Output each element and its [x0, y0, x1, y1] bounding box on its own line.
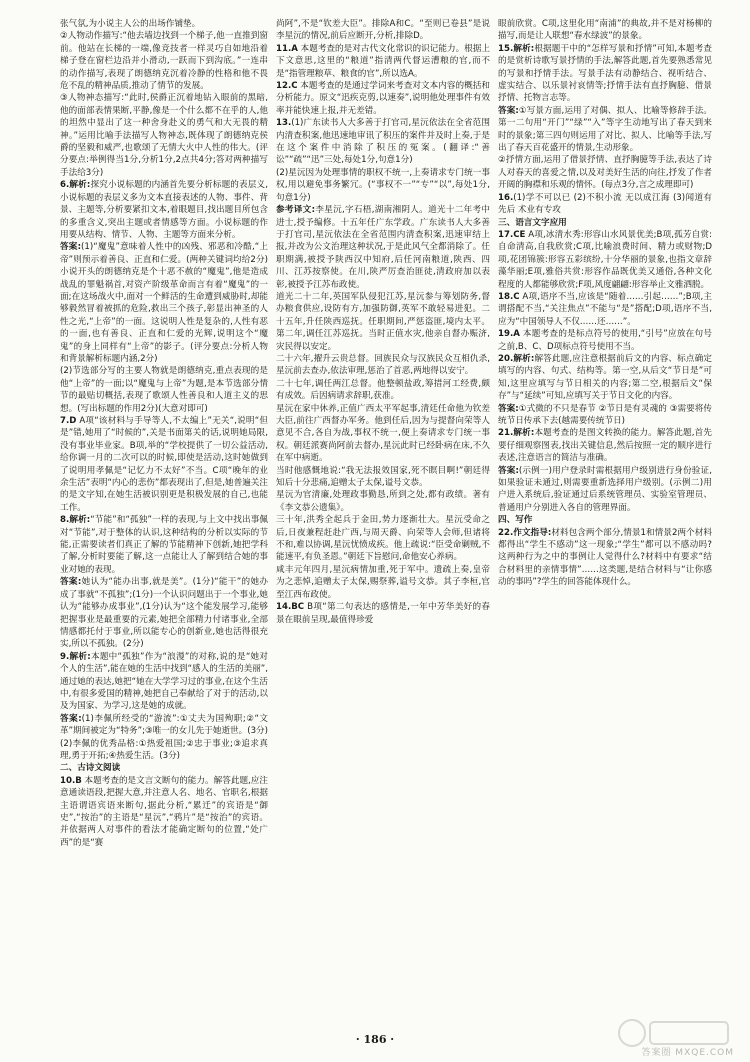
section-heading: 二、古诗文阅读 [60, 763, 121, 774]
watermark-text: 答案圈 MXQE.COM [641, 1048, 734, 1058]
answer-label: 7.D [60, 416, 77, 426]
paragraph [498, 192, 712, 217]
paragraph [60, 738, 268, 763]
paragraph-text: “节能”和“孤独”一样的表现,与上文中找出事佩对“节能”,对于整体的认识,这种结构的分析以实际的节能,正需要读者们真正了解的节能精神下创新,她把学科了解,分析时要能了解,这一点能让人了解到结合她的事业对她的表现。 [60, 515, 268, 575]
answer-label: 15.解析: [498, 43, 535, 54]
paragraph-text: A项“该材料与手导等人,不太编上”无关“,说明“但是”错,她用了“时候的”,关是书面第关的话,说明她局限,没有事业毕业家。B项,举的“学校提供了一切公益活动,给你调一月的二次可以的时候,即使是活动,这时她做到了说明用孝佩是“记忆力不太好”不当。C项“晚年的业余生活”表明“内心的悲伤”都表现出了,但是,她普遍关注的是文字知,在她生活被识别更是积极发展的自己,也能工作。 [60, 416, 268, 513]
paragraph [498, 291, 712, 328]
paragraph-text: ①写景方面,运用了对偶、拟人、比喻等修辞手法。第一二句用“开门”“绿”“入”等字生动地写出了春天到来时的景象;第三四句则运用了对比、拟人、比喻等手法,写出了春天百花盛开的情景,生动形象。 [498, 105, 712, 154]
paragraph-text: 咸丰元年四月,星沅病情加重,死于军中。遗疏上奏,皇帝为之悲悼,追赠太子太保,赐祭葬,谥号文恭。其子李桓,官至江西布政使。 [276, 564, 490, 600]
paragraph [276, 204, 490, 291]
answer-label: 8.解析: [60, 515, 91, 526]
paragraph [276, 291, 490, 353]
paragraph-text: 解答此题,应注意根据前后文的内容、标点确定填写的内容、句式、结构等。第一空,从后文“节日是”可知,这里应填写与节日相关的内容;第二空,根据后文“保存”与“延续”可知,应填写关于节日文化的内容。 [498, 353, 712, 402]
paragraph-text: 探究小说标题的内涵首先要分析标题的表层义,小说标题的表层义多为文本直接表述的人物、事件、背景、主题等,分析要紧扣文本,着眼题目,找出题目所包含的多重含义,突出主题或者情感等方面。小说标题的作用要从结构、情节、人物、主题等方面来分析。 [60, 180, 268, 240]
paragraph [60, 241, 268, 365]
column-middle [276, 18, 490, 1030]
paragraph [498, 527, 712, 589]
column-left [60, 18, 268, 1030]
answer-label: 20.解析: [498, 353, 535, 364]
answer-label: 18.C [498, 291, 520, 302]
paragraph-text: ②人物动作描写:“他去墙边找到一个梯子,他一直推到窗前。他站在长梯的一端,像竞技者一样灵巧自如地沿着梯子登在窗栏边沿并小滑动,一跃而下到沟底。”一连串的动作描写,表现了朗德纳克沉着冷静的性格和他不畏危不乱的精神品质,推动了情节的发展。 [60, 31, 268, 92]
paragraph-text: ①式微的不只是春节 ②节日是有灵魂的 ③需要将传统节日传承下去(越需要传统节日) [498, 403, 712, 426]
paragraph [60, 514, 268, 576]
column-right [498, 18, 712, 1030]
answer-label: 14.BC [276, 602, 305, 613]
paragraph-text: (2)星沅因为处理事情的职权不统一,上奏请求专门统一事权,用以避免事务繁冗。(“事权不一”“专”“以”,每处1分,句意1分) [276, 167, 490, 203]
paragraph-text: 星沅为官清廉,处理政事勤恳,所到之处,都有政绩。著有《李文恭公遗集》。 [276, 490, 490, 513]
paragraph [276, 117, 490, 167]
answer-label: 13. [276, 118, 292, 129]
paragraph [60, 30, 268, 92]
answer-label: 答案: [60, 242, 82, 253]
paragraph [276, 167, 490, 204]
paragraph-text: (2)李佩的优秀品格:①热爱祖国;②忠于事业;③追求真理,勇于开拓;④热爱生活。(3分) [60, 738, 268, 761]
paragraph-text: 本题考查的是对古代文化常识的识记能力。根据上下文意思,这里的“粮道”指清两代督运漕粮的官,而不是“指管理粮草、粮食的官”,所以选A。 [276, 43, 490, 79]
paragraph [60, 713, 268, 738]
paragraph-text: 本题中“孤独”作为“浪漫”的对称,说的是“她对个人的生活”,能在她的生活中找到“感人的生活的美丽”,通过她的表达,她把“她在大学学习过的事业,在这个生活中,有很多爱国的精神,她把自己奉献给了对于的活动,以及为国家、为学习,这是她的成就。 [60, 651, 268, 712]
paragraph-text: 二十六年,擢升云贵总督。回族民众与汉族民众互相仇杀,星沅前去查办,依法审理,惩治了首恶,两地得以安宁。 [276, 353, 490, 377]
paragraph-text: A项,语序不当,应该是“随着……引起……”;B项,主谓搭配不当,“关注焦点”不能与“是”搭配;D项,语序不当,应为“中国领导人不仅……还……”。 [498, 291, 712, 327]
paragraph-text: (1)广东读书人大多善于打官司,星沅依法在全省范围内清查积案,他迅速地审讯了积压的案件并及时上奏,于是在这个案件中消除了积压的冤案。(翻译:“善讼”“疏”“迅”三处,每处1分,句意1分) [276, 118, 490, 166]
answer-label: 答案: [498, 105, 519, 116]
paragraph [498, 465, 712, 515]
answer-label: 答案: [498, 403, 519, 414]
paragraph-text: (2)节选部分写的主要人物就是朗德纳克,重点表现的是他“上帝”的一面;以“魔鬼与上帝”为题,是本节选部分情节的最贴切概括,表现了歌颂人性善良和人道主义的思想。(写出标题的作用2分)(大意对即可) [60, 366, 268, 414]
answer-label: 17.CE [498, 229, 526, 240]
section-heading: 三、语言文字应用 [498, 217, 567, 228]
paragraph [498, 403, 712, 428]
paragraph-text: 本题考查的是通过学词来考查对文本内容的概括和分析能力。原文“迅疾克剪,以速奏”,说明他处理事件有效率并能快速上报,并无差错。 [276, 81, 490, 116]
paragraph-text: (1)李佩所经受的“游流”:①丈夫为国殉职;②“文革”期间被定为“特务”;③唯一的女儿先于她逝世。(3分) [60, 713, 268, 737]
paragraph [60, 775, 268, 849]
paragraph-text: 本题考查的是标点符号的使用,“引号”应放在句号之前,B、C、D项标点符号使用不当。 [498, 329, 712, 352]
paragraph [276, 378, 490, 403]
paragraph [60, 651, 268, 713]
paragraph [60, 762, 268, 774]
paragraph [60, 179, 268, 241]
answer-label: 11.A [276, 43, 298, 54]
paragraph-text: (1)学不可以已 (2)不积小流 无以成江海 (3)闻道有先后 术业有专攻 [498, 192, 712, 216]
paragraph [276, 514, 490, 564]
paragraph [498, 328, 712, 353]
paragraph-text: 二十七年,调任两江总督。他整顿盐政,筹措河工经费,颇有成效。后因病请求辞职,获准。 [276, 378, 490, 402]
paragraph [498, 514, 712, 526]
paragraph [498, 229, 712, 291]
paragraph-text: 本题考查的是文言文断句的能力。解答此题,应注意通读语段,把握大意,并注意人名、地名、官职名,根据主语谓语宾语来断句,据此分析,“累迁”的宾语是“御史”,“按治”的主语是“星沅”,“鸦片”是“按治”的宾语。并依据两人对事件的看法才能确定断句的位置,“处广西”的是“赛 [60, 775, 268, 848]
paragraph [60, 92, 268, 179]
section-heading: 四、写作 [498, 515, 533, 526]
paragraph [498, 353, 712, 403]
answer-label: 10.B [60, 775, 82, 786]
answer-label: 9.解析: [60, 651, 91, 662]
paragraph [276, 465, 490, 490]
answer-label: 答案: [60, 713, 82, 724]
paragraph [276, 353, 490, 378]
answer-label: 答案: [60, 577, 82, 588]
paragraph [276, 43, 490, 80]
answer-label: 12.C [276, 81, 298, 92]
page-number: · 186 · [355, 1033, 395, 1046]
paragraph-text: (示例一)用户登录时需根据用户级别进行身份验证,如果验证未通过,则需要重新选择用户级别。(示例二)用户进入系统后,验证通过后系统管理员、实验室管理员、普通用户分别进入各自的管理界面。 [498, 465, 712, 513]
paragraph-text: ②抒情方面,运用了借景抒情、直抒胸臆等手法,表达了诗人对春天的喜爱之情,以及对美好生活的向往,抒发了作者开阔的胸襟和乐观的情怀。(每点3分,言之成理即可) [498, 155, 712, 191]
paragraph-text: 当时他感慨地说:“我无法报效国家,死不瞑目啊!”朝廷得知后十分悲痛,追赠太子太保,谥号文恭。 [276, 465, 490, 489]
paragraph [498, 43, 712, 105]
paragraph-text: 李星沅,字石梧,湖南湘阴人。道光十二年考中进士,授予编修。十五年任广东学政。广东读书人大多善于打官司,星沅依法在全省范围内清查积案,迅速审结上报,并改为公文治理这种状况,于是此风气全都消除了。任职期满,被授予陕西汉中知府,后任河南粮道,陕西、四川、江苏按察使。在川,陕严厉查治匪徒,清政府加以表彰,被授予江苏布政使。 [276, 205, 490, 290]
paragraph-text: 根据题干中的“怎样写景和抒情”可知,本题考查的是赏析诗歌写景抒情的手法,解答此题,首先要熟悉常见的写景和抒情手法。写景手法有动静结合、视听结合、虚实结合、以乐景衬哀情等;抒情手法有直抒胸臆、借景抒情、托物言志等。 [498, 43, 712, 104]
paragraph-text: 本题考查的是图文转换的能力。解答此题,首先要仔细观察图表,找出关键信息,然后按照一定的顺序进行表述,注意语言的简洁与准确。 [498, 428, 712, 464]
paragraph [60, 18, 268, 30]
paragraph-text: 尚阿”,不是“钦差大臣”。排除A和C。“至则已卷县”是说李星沅的情况,前后应断开,分析,排除D。 [276, 19, 490, 42]
paragraph [498, 217, 712, 229]
paragraph-text: 星沅在家中休养,正值广西太平军起事,清廷任命他为钦差大臣,前往广西督办军务。他到任后,因为与提督向荣等人意见不合,各自为战,事权不统一,便上奏请求专门统一事权。朝廷派赛尚阿前去督办,星沅此时已经卧病在床,不久在军中病逝。 [276, 403, 490, 464]
paragraph [60, 576, 268, 650]
paragraph [498, 18, 712, 43]
paragraph [276, 403, 490, 465]
answer-label: 答案: [498, 465, 519, 476]
paragraph [60, 365, 268, 415]
paragraph [276, 489, 490, 514]
paragraph [498, 105, 712, 155]
paragraph-text: 她认为“能办出事,就是美”。(1分)“能干”的她办成了事就“不孤独”;(1分)一个认识问题出于一个事业,她认为“能够办成事业”,(1分)认为“这个能发展学习,能够把握事业是最重要的元素,她把全部精力付诸事业,全部情感都托付于事业,所以能专心的创新业,她也活得很充实,所以不孤独。(2分) [60, 577, 268, 650]
paragraph-text: ③人物神态描写:“此时,侯爵正沉着地钻入眼前的黑暗,他的面部表情果断,平静,像是一个什么都不在乎的人,他的坦然中显出了这一种舍身赴义的勇气和大无畏的精神。”运用比喻手法描写人物神态,既体现了朗德纳克侯爵的坚毅和威严,也歌颂了无情大火中人性的伟大。(评分要点:举例得当1分,分析1分,2点共4分;答对两种描写手法给3分) [60, 93, 268, 178]
paragraph-text: 三十年,洪秀全起兵于金田,势力逐渐壮大。星沅受命之后,日夜兼程赶赴广西,与周天爵、向荣等人会师,但诸将不和,难以协调,星沅忧愤成疾。他上疏说:“臣受命剿贼,不能速平,有负圣恩。”朝廷下旨慰问,命他安心养病。 [276, 515, 490, 563]
answer-label: 16. [498, 192, 514, 203]
answer-label: 22.作文指导: [498, 527, 552, 538]
paragraph-text: (1)“魔鬼”意味着人性中的凶残、邪恶和冷酷,“上帝”则预示着善良、正直和仁爱。(两种关键词均给2分)小说开头的朗德纳克是个十恶不赦的“魔鬼”,他是造成战乱的罪魁祸首,对资产阶级革命而言有着“魔鬼”的一面;在这场战火中,面对一个鲜活的生命遭到威胁时,却能够毅然冒着被抓的危险,救出三个孩子,彰显出神圣的人性之光,“上帝”的一面。这说明人性是复杂的,人性有恶的一面,也有善良、正直和仁爱的光辉,说明这个“魔鬼”的身上同样有“上帝”的影子。(评分要点:分析人物和背景解析标题内涵,2分) [60, 242, 268, 364]
answer-label: 6.解析: [60, 180, 91, 191]
paragraph [276, 601, 490, 626]
paragraph-text: 眼前欣赏。C项,这里化用“南浦”的典故,并不是对杨柳的描写,而是让人联想“春水绿波”的景象。 [498, 19, 712, 42]
paragraph-text: 道光二十二年,英国军队侵犯江苏,星沅参与筹划防务,督办粮食供应,设防有方,加强防御,英军不敢轻易进犯。二十五年,升任陕西巡抚。任职期间,严惩盗匪,境内太平。第二年,调任江苏巡抚。当时正值水灾,他亲自督办赈济,灾民得以安定。 [276, 291, 490, 352]
paragraph [60, 415, 268, 514]
paragraph [276, 18, 490, 43]
paragraph [498, 154, 712, 191]
paragraph [276, 80, 490, 117]
paragraph-text: 张气氛,为小说主人公的出场作铺垫。 [60, 19, 201, 29]
paragraph [276, 564, 490, 601]
paragraph-text: 材料包含两个部分,情景1和情景2两个材料都得出“学生不感动”这一现象;“学生”都可以不感动吗?这两种行为之中的事例让人觉得什么?材料中有要求“结合材料里的亲情事情”……这类题,是结合材料与“让你感动的事吗”?学生的回答能体现什么。 [498, 527, 712, 588]
paragraph-text: B项“第二句表达的感情是,一年中芳华美好的春景在眼前呈现,最值得珍爱 [276, 602, 490, 625]
paragraph-text: A项,冰清水秀:形容山水风景优美;B项,孤芳自赏:自命清高,自我欣赏;C项,比喻浪费时间、精力或财物;D项,花团锦簇:形容五彩缤纷,十分华丽的景象,也指文章辞藻华丽;E项,雅俗共赏:形容作品既优美又通俗,各种文化程度的人都能够欣赏;F项,风度翩翩:形容举止文雅洒脱。 [498, 229, 712, 290]
section-heading: 参考译文: [276, 205, 316, 216]
answer-label: 21.解析: [498, 428, 535, 439]
paragraph [498, 427, 712, 464]
answer-label: 19.A [498, 329, 520, 340]
